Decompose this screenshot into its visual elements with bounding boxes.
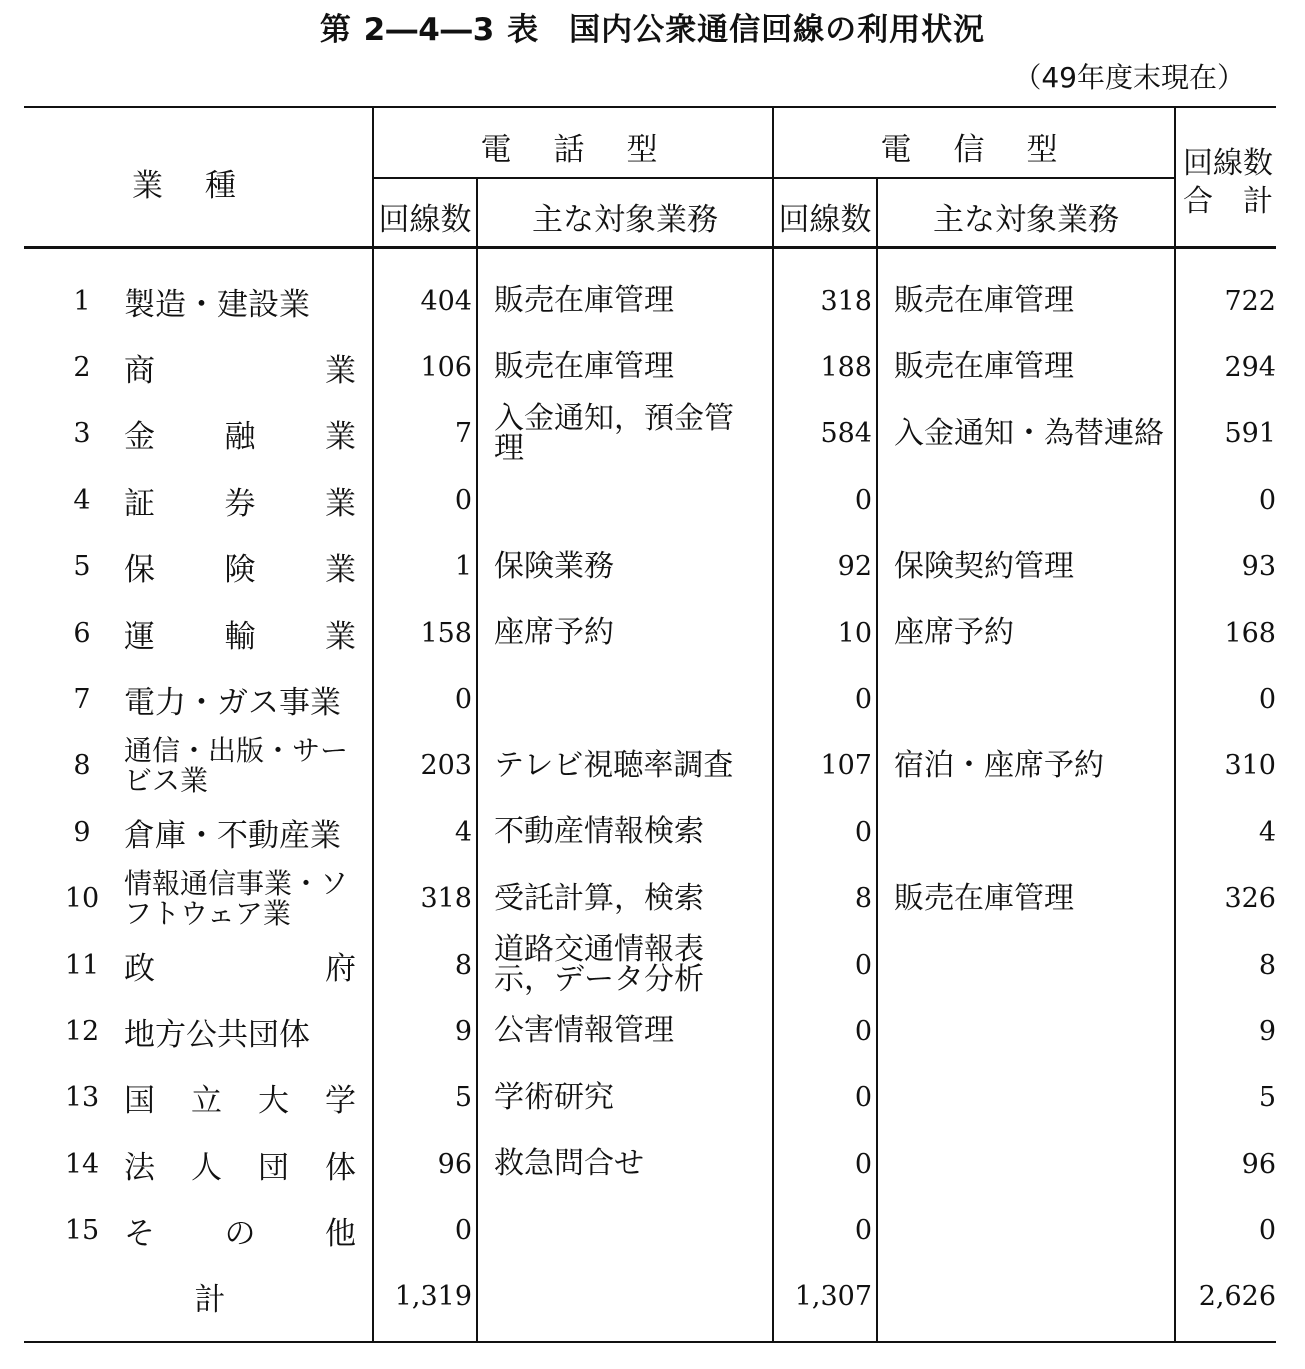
row-tel-business: 販売在庫管理 [494,283,674,318]
row-tg-business: 販売在庫管理 [894,349,1074,385]
industry-char: 保 [124,552,155,589]
telephone-subheader-rule [374,177,772,179]
row-number: 1 [73,285,91,317]
row-number: 6 [73,617,91,649]
row-tg-lines: 0 [854,1015,872,1047]
row-tel-lines: 96 [437,1148,472,1180]
totals-tg-lines: 1,307 [794,1280,872,1312]
row-tel-lines: 404 [420,285,472,317]
row-tel-business: 入金通知，預金管理 [494,400,734,466]
row-total: 326 [1224,883,1276,915]
row-number: 3 [73,418,91,450]
row-tg-business [894,666,1164,732]
industry-char: の [224,1216,256,1253]
row-total: 9 [1258,1015,1276,1047]
row-tel-lines: 9 [454,1015,472,1047]
row-total: 8 [1258,949,1276,981]
row-number: 11 [64,949,100,981]
totals-grand-total: 2,626 [1198,1280,1276,1312]
table-row [0,1131,1305,1197]
row-number: 4 [73,484,91,516]
row-tg-business: 宿泊・座席予約 [894,747,1104,783]
row-tg-business [894,1065,1164,1131]
industry-char: 法 [124,1149,155,1186]
totals-label: 計 [194,1281,226,1318]
row-industry: 電力・ガス事業 [124,684,341,721]
row-tel-business: 座席予約 [494,615,614,650]
row-tg-business [894,1198,1164,1264]
row-tg-business [894,1131,1164,1197]
table-row [0,1065,1305,1131]
header-industry: 業種 [132,168,278,204]
row-tel-lines: 8 [454,949,472,981]
row-total: 96 [1241,1148,1276,1180]
row-number: 9 [73,816,91,848]
industry-char: 立 [191,1083,222,1120]
row-industry: 地方公共団体 [124,1016,310,1053]
row-total: 0 [1258,1215,1276,1247]
bottom-rule [24,1341,1276,1343]
row-tel-business: 保険業務 [494,548,614,584]
row-tel-lines: 203 [420,750,472,782]
row-industry: 情報通信事業・ソフトウェア業 [124,866,349,930]
row-number: 13 [64,1082,100,1114]
row-industry: 倉庫・不動産業 [124,817,341,854]
row-industry [124,932,356,998]
row-tg-lines: 318 [820,285,872,317]
table-row [0,666,1305,732]
industry-char: 商 [124,352,155,389]
row-tg-lines: 0 [854,484,872,516]
row-tel-lines: 0 [454,1215,472,1247]
row-tg-lines: 188 [820,351,872,383]
table-row [0,1198,1305,1264]
row-total: 0 [1258,484,1276,516]
row-industry [124,1065,356,1131]
header-tel-business: 主な対象業務 [532,202,718,238]
row-tg-business [894,799,1164,865]
row-tg-lines: 584 [820,418,872,450]
header-total-line2: 合 計 [1183,184,1273,219]
top-rule [24,106,1276,108]
row-tg-lines: 10 [837,617,872,649]
table-row [0,866,1305,932]
date-note: （49年度末現在） [1013,61,1245,94]
row-total: 4 [1258,816,1276,848]
table-row [0,268,1305,334]
row-tg-business [894,467,1164,533]
row-tel-lines: 4 [454,816,472,848]
row-number: 14 [64,1148,100,1180]
industry-char: 府 [325,950,356,987]
industry-char: 融 [224,419,256,456]
row-tel-lines: 318 [420,883,472,915]
row-total: 591 [1224,418,1276,450]
row-tel-lines: 0 [454,484,472,516]
industry-char: 業 [325,485,356,522]
row-number: 7 [73,683,91,715]
header-tg-business: 主な対象業務 [933,202,1119,238]
industry-char: 政 [124,950,155,987]
industry-char: 金 [124,419,155,456]
row-total: 93 [1241,551,1276,583]
row-tg-lines: 0 [854,816,872,848]
industry-char: 券 [224,485,256,522]
row-total: 310 [1224,750,1276,782]
row-number: 2 [73,351,91,383]
row-number: 12 [64,1015,100,1047]
row-total: 722 [1224,285,1276,317]
industry-char: 運 [124,618,155,655]
header-bottom-rule [24,246,1276,249]
row-tel-business: 学術研究 [494,1079,614,1115]
row-tel-business: 救急問合せ [494,1146,644,1182]
row-tg-lines: 0 [854,683,872,715]
row-tel-lines: 158 [420,617,472,649]
row-tg-lines: 8 [854,883,872,915]
row-tel-lines: 7 [454,418,472,450]
table-row [0,733,1305,799]
industry-char: 業 [325,552,356,589]
industry-char: 輸 [224,618,256,655]
row-industry [124,1131,356,1197]
row-tel-business: 販売在庫管理 [494,349,674,385]
row-total: 294 [1224,351,1276,383]
industry-char: 団 [258,1149,289,1186]
table-row [0,534,1305,600]
totals-row [0,1263,1305,1329]
row-tg-business: 座席予約 [894,615,1014,650]
industry-char: 業 [325,618,356,655]
totals-tel-lines: 1,319 [394,1280,472,1312]
row-tel-business [494,1198,762,1264]
row-tel-business: 道路交通情報表示，データ分析 [494,932,704,997]
row-tg-lines: 0 [854,949,872,981]
row-number: 15 [64,1215,100,1247]
row-tel-lines: 1 [454,551,472,583]
row-tg-lines: 92 [837,551,872,583]
table-row [0,401,1305,467]
industry-char: 他 [325,1216,356,1253]
industry-char: そ [124,1216,155,1253]
table-row [0,467,1305,533]
row-tg-lines: 0 [854,1148,872,1180]
row-tg-lines: 0 [854,1082,872,1114]
row-tg-business [894,932,1164,998]
row-tg-business: 販売在庫管理 [894,880,1074,916]
industry-char: 体 [325,1149,356,1186]
row-tel-lines: 106 [420,351,472,383]
table-row [0,799,1305,865]
industry-char: 大 [258,1083,289,1120]
row-tel-business: 受託計算，検索 [494,880,704,916]
row-tg-business [894,998,1164,1064]
row-industry: 製造・建設業 [124,286,310,323]
row-tel-business [494,666,762,732]
industry-char: 険 [224,552,256,589]
row-tg-lines: 107 [820,750,872,782]
header-tg-lines: 回線数 [778,202,872,238]
row-total: 5 [1258,1082,1276,1114]
row-industry [124,467,356,533]
row-tel-business: テレビ視聴率調査 [494,747,734,783]
row-number: 5 [73,551,91,583]
row-industry [124,334,356,400]
row-industry [124,401,356,467]
row-number: 8 [73,750,91,782]
row-industry [124,1198,356,1264]
industry-char: 学 [325,1083,356,1120]
table-title [0,4,1305,49]
row-tel-lines: 0 [454,683,472,715]
table-row [0,334,1305,400]
row-number: 10 [64,883,100,915]
row-tg-business: 販売在庫管理 [894,283,1074,318]
header-telephone-group: 電話型 [480,132,700,168]
row-tg-lines: 0 [854,1215,872,1247]
row-industry [124,534,356,600]
header-telegraph-group: 電信型 [880,132,1100,168]
row-tg-business: 入金通知・為替連絡 [894,415,1164,451]
table-title-text: 国内公衆通信回線の利用状況 [569,12,986,48]
row-tg-business: 保険契約管理 [894,548,1074,584]
row-total: 0 [1258,683,1276,715]
table-row [0,998,1305,1064]
industry-char: 証 [124,485,155,522]
industry-char: 国 [124,1083,155,1120]
industry-char: 業 [325,352,356,389]
telegraph-subheader-rule [774,177,1174,179]
table-row [0,932,1305,998]
header-tel-lines: 回線数 [378,202,472,238]
header-total-line1: 回線数 [1183,146,1273,181]
row-tel-business [494,467,762,533]
industry-char: 人 [191,1149,222,1186]
row-tel-lines: 5 [454,1082,472,1114]
row-tel-business: 不動産情報検索 [494,814,704,850]
row-industry [124,600,356,666]
row-tel-business: 公害情報管理 [494,1013,674,1049]
row-industry: 通信・出版・サービス業 [124,733,349,797]
row-total: 168 [1224,617,1276,649]
table-row [0,600,1305,666]
table-number: 第 2―4―3 表 [319,12,540,48]
industry-char: 業 [325,419,356,456]
